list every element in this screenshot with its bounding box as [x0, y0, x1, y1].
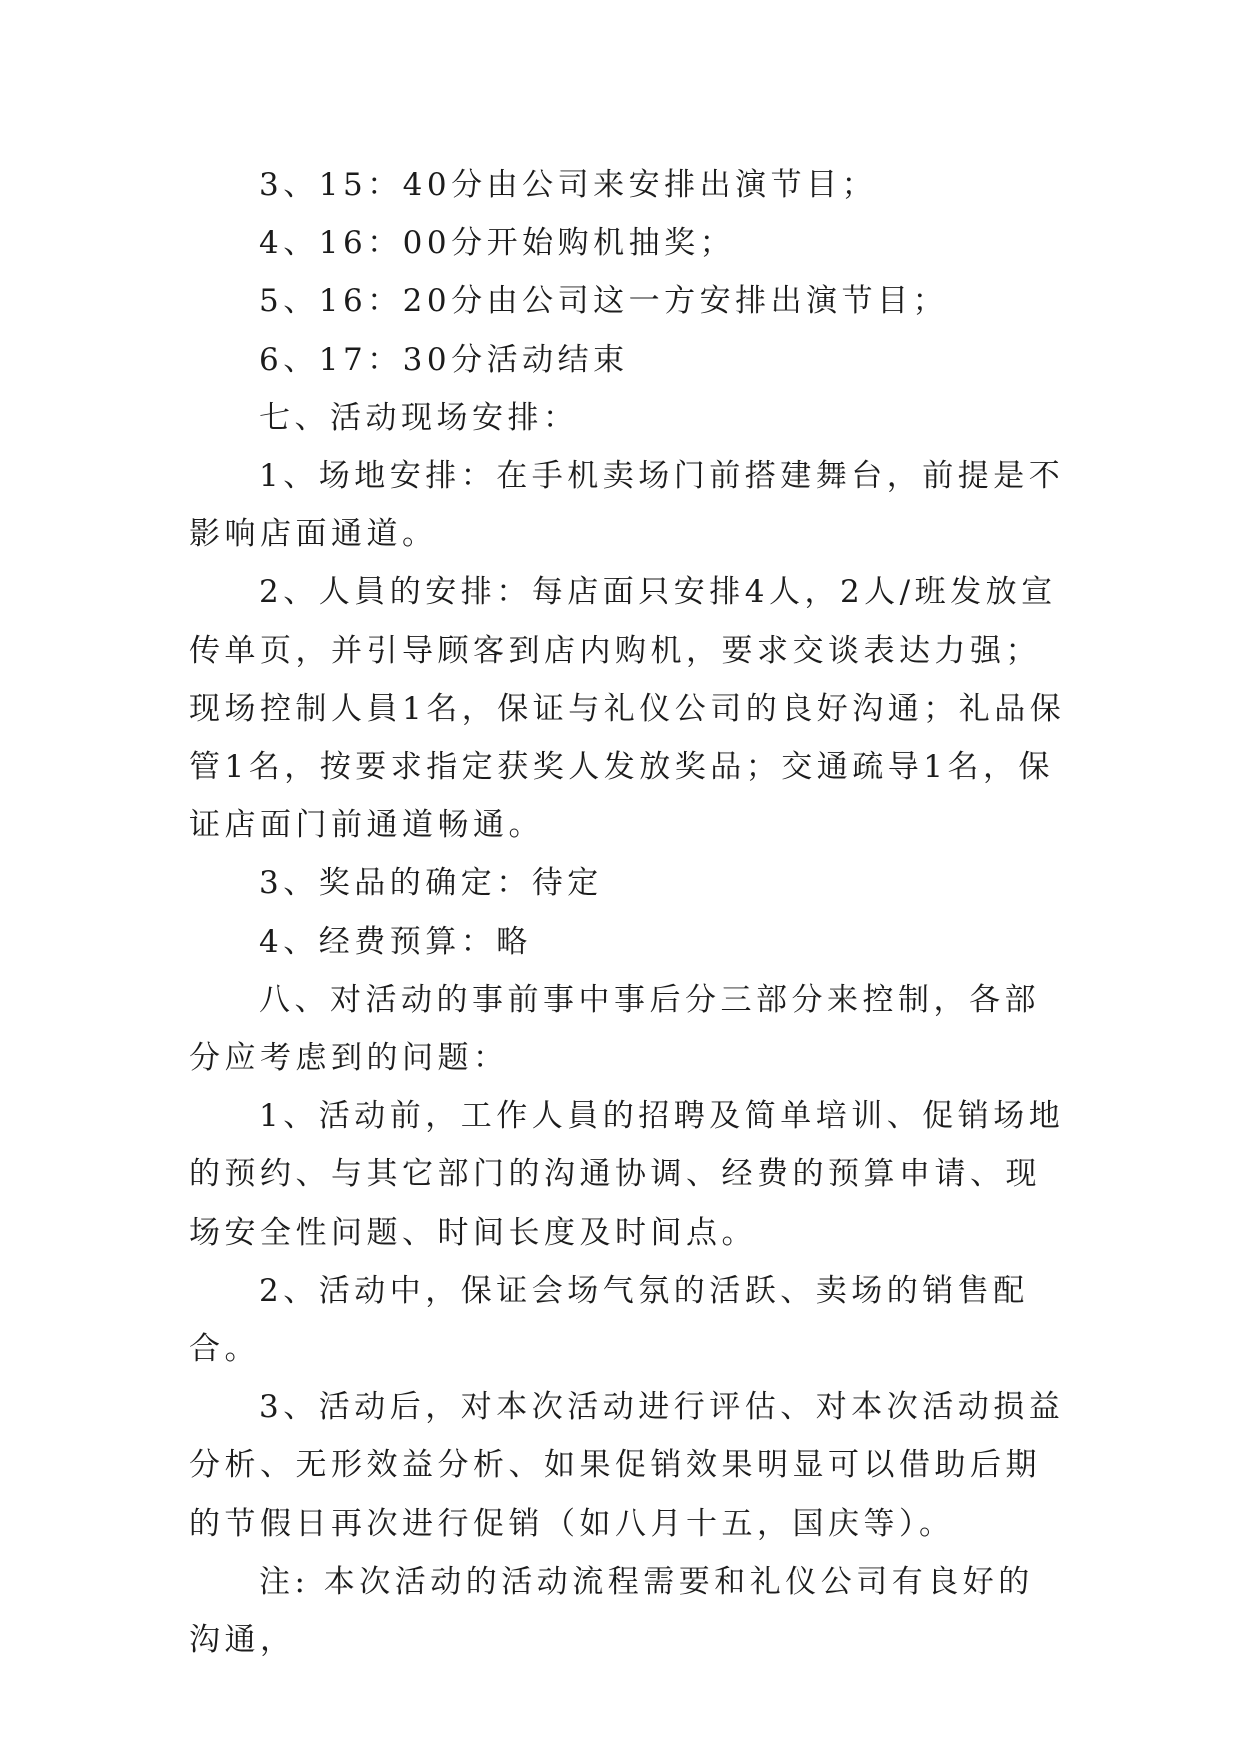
document-body — [189, 156, 1069, 1669]
paragraph-note: 注: 本次活动的活动流程需要和礼仪公司有良好的沟通， — [189, 1563, 1034, 1659]
section-heading-7: 七、活动现场安排： — [259, 399, 579, 436]
paragraph-schedule-1730: 6、17：30分活动结束 — [259, 341, 629, 378]
paragraph-schedule-1620: 5、16：20分由公司这一方安排出演节目； — [259, 283, 949, 320]
paragraph-before-event: 1、活动前，工作人員的招聘及简单培训、促销场地的预约、与其它部门的沟通协调、经费的预算申请、现场安全性问题、时间长度及时间点。 — [189, 1098, 1065, 1251]
paragraph-schedule-1600: 4、16：00分开始购机抽奖； — [259, 225, 736, 262]
paragraph-staff-arrangement: 2、人員的安排：每店面只安排4人，2人/班发放宣传单页，并引导顾客到店内购机，要求交谈表达力强；现场控制人員1名，保证与礼仪公司的良好沟通；礼品保管1名，按要求指定获奖人发放奖品；交通疏导1名，保证店面门前通道畅通。 — [189, 574, 1066, 844]
paragraph-prizes: 3、奖品的确定：待定 — [259, 865, 603, 902]
paragraph-after-event: 3、活动后，对本次活动进行评估、对本次活动损益分析、无形效益分析、如果促销效果明显可以借助后期的节假日再次进行促销（如八月十五，国庆等）。 — [189, 1389, 1065, 1542]
paragraph-during-event: 2、活动中，保证会场气氛的活跃、卖场的销售配合。 — [189, 1272, 1029, 1368]
paragraph-budget: 4、经费预算：略 — [259, 923, 532, 960]
paragraph-schedule-1540: 3、15：40分由公司来安排出演节目； — [259, 167, 878, 203]
paragraph-venue-arrangement: 1、场地安排：在手机卖场门前搭建舞台，前提是不影响店面通道。 — [189, 458, 1065, 553]
section-heading-8: 八、对活动的事前事中事后分三部分来控制，各部分应考虑到的问题： — [189, 981, 1040, 1077]
